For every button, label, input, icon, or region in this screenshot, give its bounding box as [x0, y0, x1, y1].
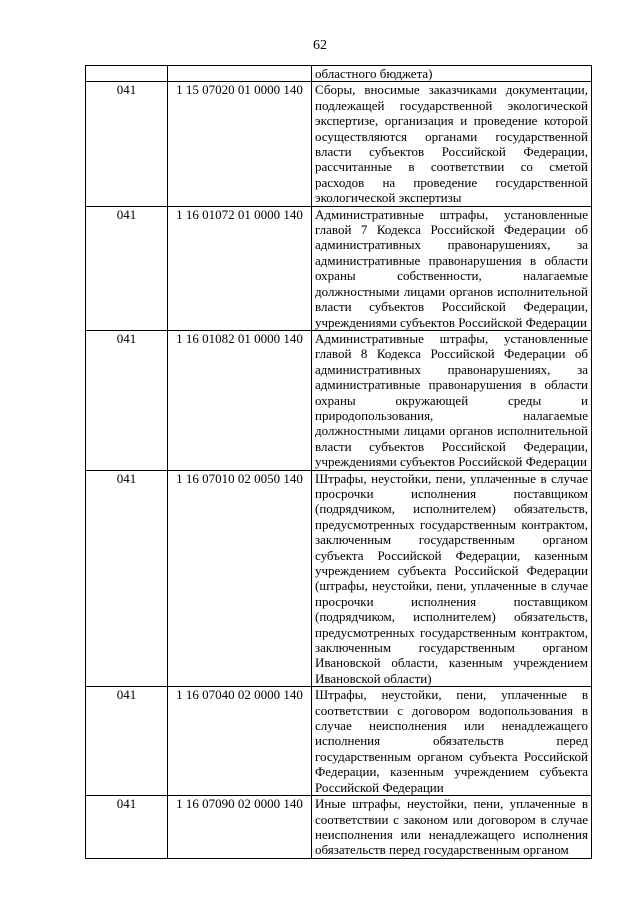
admin-code-cell: 041	[86, 82, 168, 206]
table-row	[86, 796, 592, 859]
table-row	[86, 470, 592, 687]
revenue-name-cell: Штрафы, неустойки, пени, уплаченные в случае просрочки исполнения поставщиком (подрядчиком, исполнителем) обязательств, предусмотренных государственным контрактом, заключенным государственным органом субъекта Российской Федерации, казенным учреждением субъекта Российской Федерации (штрафы, неустойки, пени, уплаченные в случае просрочки исполнения поставщиком (подрядчиком, исполнителем) обязательств, предусмотренных государственным контрактом, заключенным государственным органом Ивановской области, казенным учреждением Ивановской области)	[312, 470, 592, 687]
revenue-name-cell: областного бюджета)	[312, 66, 592, 82]
table-row	[86, 687, 592, 796]
budget-code-cell: 1 16 01072 01 0000 140	[168, 206, 312, 330]
budget-code-cell: 1 16 07040 02 0000 140	[168, 687, 312, 796]
budget-code-cell: 1 16 01082 01 0000 140	[168, 330, 312, 470]
admin-code-cell: 041	[86, 796, 168, 859]
admin-code-cell	[86, 66, 168, 82]
revenue-name-cell: Штрафы, неустойки, пени, уплаченные в соответствии с договором водопользования в случае неисполнения или ненадлежащего исполнения обязательств перед государственным органом субъекта Российской Федерации, казенным учреждением субъекта Российской Федерации	[312, 687, 592, 796]
table-row	[86, 330, 592, 470]
budget-code-cell: 1 16 07010 02 0050 140	[168, 470, 312, 687]
revenue-name-cell: Сборы, вносимые заказчиками документации, подлежащей государственной экологической экспертизе, организация и проведение которой осуществляются органами государственной власти субъектов Российской Федерации, рассчитанные в соответствии со сметой расходов на проведение государственной экологической экспертизы	[312, 82, 592, 206]
budget-code-cell: 1 15 07020 01 0000 140	[168, 82, 312, 206]
page-number: 62	[313, 38, 327, 53]
admin-code-cell: 041	[86, 206, 168, 330]
budget-code-cell	[168, 66, 312, 82]
admin-code-cell: 041	[86, 470, 168, 687]
table-row	[86, 206, 592, 330]
admin-code-cell: 041	[86, 330, 168, 470]
budget-revenue-table	[85, 65, 592, 859]
table-row-continuation	[86, 66, 592, 82]
budget-code-cell: 1 16 07090 02 0000 140	[168, 796, 312, 859]
admin-code-cell: 041	[86, 687, 168, 796]
revenue-name-cell: Административные штрафы, установленные главой 7 Кодекса Российской Федерации об административных правонарушениях, за административные правонарушения в области охраны собственности, налагаемые должностными лицами органов исполнительной власти субъектов Российской Федерации, учреждениями субъектов Российской Федерации	[312, 206, 592, 330]
revenue-name-cell: Иные штрафы, неустойки, пени, уплаченные в соответствии с законом или договором в случае неисполнения или ненадлежащего исполнения обязательств перед государственным органом	[312, 796, 592, 859]
table-row	[86, 82, 592, 206]
revenue-name-cell: Административные штрафы, установленные главой 8 Кодекса Российской Федерации об административных правонарушениях, за административные правонарушения в области охраны окружающей среды и природопользования, налагаемые должностными лицами органов исполнительной власти субъектов Российской Федерации, учреждениями субъектов Российской Федерации	[312, 330, 592, 470]
